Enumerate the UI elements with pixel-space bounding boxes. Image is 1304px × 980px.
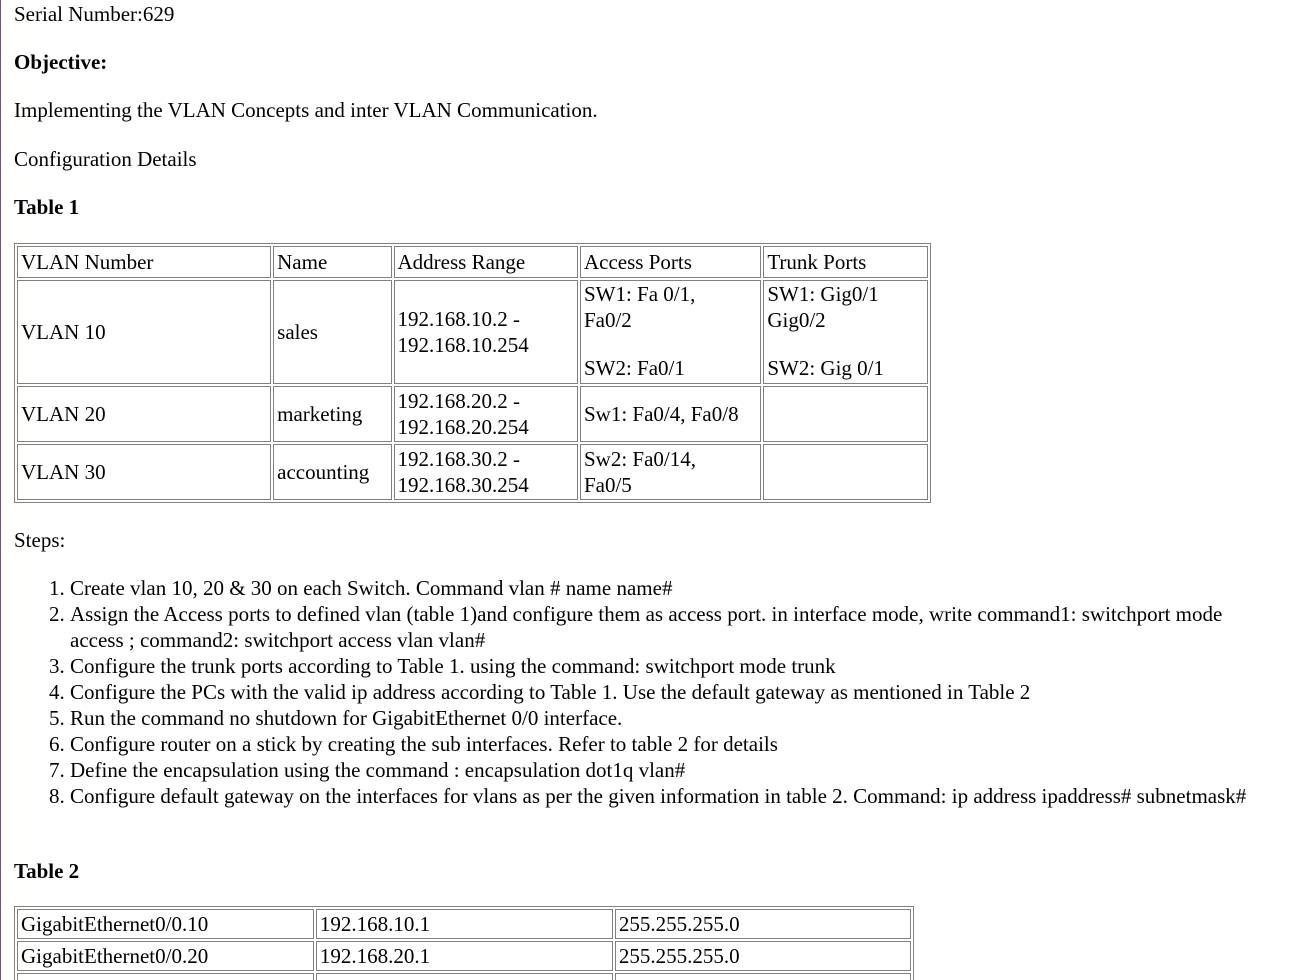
vlan-table bbox=[14, 243, 931, 503]
cell-subnet-mask bbox=[615, 973, 911, 980]
table-row bbox=[17, 444, 928, 500]
header-vlan-number: VLAN Number bbox=[17, 246, 271, 278]
cell-access-ports: Sw1: Fa0/4, Fa0/8 bbox=[580, 386, 761, 442]
cell-trunk-ports bbox=[763, 280, 928, 384]
table-row bbox=[17, 973, 911, 980]
trunk-port-line: Gig0/2 bbox=[767, 308, 826, 332]
header-name: Name bbox=[273, 246, 391, 278]
objective-heading: Objective: bbox=[14, 50, 108, 74]
steps-label: Steps: bbox=[14, 528, 66, 552]
cell-vlan: VLAN 10 bbox=[17, 280, 271, 384]
trunk-port-line: SW2: Gig 0/1 bbox=[767, 356, 884, 380]
range-start: 192.168.30.2 - bbox=[397, 447, 521, 471]
cell-interface: GigabitEthernet0/0.10 bbox=[17, 909, 314, 939]
objective-text: Implementing the VLAN Concepts and inter VLAN Communication. bbox=[14, 98, 598, 122]
cell-ip-address bbox=[316, 973, 613, 980]
header-access-ports: Access Ports bbox=[580, 246, 761, 278]
list-item: 8. Configure default gateway on the interfaces for vlans as per the given information in table 2. Command: ip address ipaddress# subnetmask# bbox=[70, 783, 1270, 809]
cell-name: marketing bbox=[273, 386, 391, 442]
table-row bbox=[17, 909, 911, 939]
list-item: 5. Run the command no shutdown for GigabitEthernet 0/0 interface. bbox=[70, 705, 1270, 731]
header-trunk-ports: Trunk Ports bbox=[763, 246, 928, 278]
steps-list bbox=[14, 575, 1270, 809]
table2-heading: Table 2 bbox=[14, 859, 80, 883]
trunk-port-line: SW1: Gig0/1 bbox=[767, 282, 879, 306]
cell-subnet-mask: 255.255.255.0 bbox=[615, 941, 911, 971]
table-header-row bbox=[17, 246, 928, 278]
list-item: 1. Create vlan 10, 20 & 30 on each Switch. Command vlan # name name# bbox=[70, 575, 1270, 601]
access-port-line: SW2: Fa0/1 bbox=[583, 356, 685, 380]
cell-range bbox=[394, 386, 578, 442]
cell-interface bbox=[17, 973, 314, 980]
list-item: 6. Configure router on a stick by creating the sub interfaces. Refer to table 2 for details bbox=[70, 731, 1270, 757]
cell-range bbox=[394, 280, 578, 384]
access-port-line: SW1: Fa 0/1, bbox=[583, 282, 696, 306]
access-port-line: Sw2: Fa0/14, bbox=[583, 447, 696, 471]
cell-trunk-ports bbox=[763, 386, 928, 442]
range-end: 192.168.30.254 bbox=[397, 473, 529, 497]
cell-name: accounting bbox=[273, 444, 391, 500]
header-address-range: Address Range bbox=[394, 246, 578, 278]
cell-ip-address: 192.168.20.1 bbox=[316, 941, 613, 971]
range-end: 192.168.20.254 bbox=[397, 415, 529, 439]
gateway-table bbox=[14, 906, 914, 980]
range-start: 192.168.10.2 - bbox=[397, 307, 521, 331]
serial-number: Serial Number:629 bbox=[14, 2, 175, 26]
range-end: 192.168.10.254 bbox=[397, 333, 529, 357]
cell-range bbox=[394, 444, 578, 500]
access-port-line: Fa0/2 bbox=[583, 308, 632, 332]
list-item: 2. Assign the Access ports to defined vlan (table 1)and configure them as access port. in interface mode, write command1: switchport mode access ; command2: switchport access vlan vlan# bbox=[70, 601, 1270, 653]
cell-access-ports bbox=[580, 280, 761, 384]
table-row bbox=[17, 386, 928, 442]
cell-ip-address: 192.168.10.1 bbox=[316, 909, 613, 939]
table-row bbox=[17, 941, 911, 971]
cell-name: sales bbox=[273, 280, 391, 384]
config-heading: Configuration Details bbox=[14, 147, 197, 171]
access-port-line: Fa0/5 bbox=[583, 473, 632, 497]
list-item: 3. Configure the trunk ports according to Table 1. using the command: switchport mode trunk bbox=[70, 653, 1270, 679]
range-start: 192.168.20.2 - bbox=[397, 389, 521, 413]
list-item: 4. Configure the PCs with the valid ip address according to Table 1. Use the default gateway as mentioned in Table 2 bbox=[70, 679, 1270, 705]
table-row bbox=[17, 280, 928, 384]
cell-vlan: VLAN 20 bbox=[17, 386, 271, 442]
cell-interface: GigabitEthernet0/0.20 bbox=[17, 941, 314, 971]
cell-access-ports bbox=[580, 444, 761, 500]
table1-heading: Table 1 bbox=[14, 195, 80, 219]
left-frame-border bbox=[0, 0, 1, 980]
cell-subnet-mask: 255.255.255.0 bbox=[615, 909, 911, 939]
list-item: 7. Define the encapsulation using the command : encapsulation dot1q vlan# bbox=[70, 757, 1270, 783]
cell-trunk-ports bbox=[763, 444, 928, 500]
cell-vlan: VLAN 30 bbox=[17, 444, 271, 500]
